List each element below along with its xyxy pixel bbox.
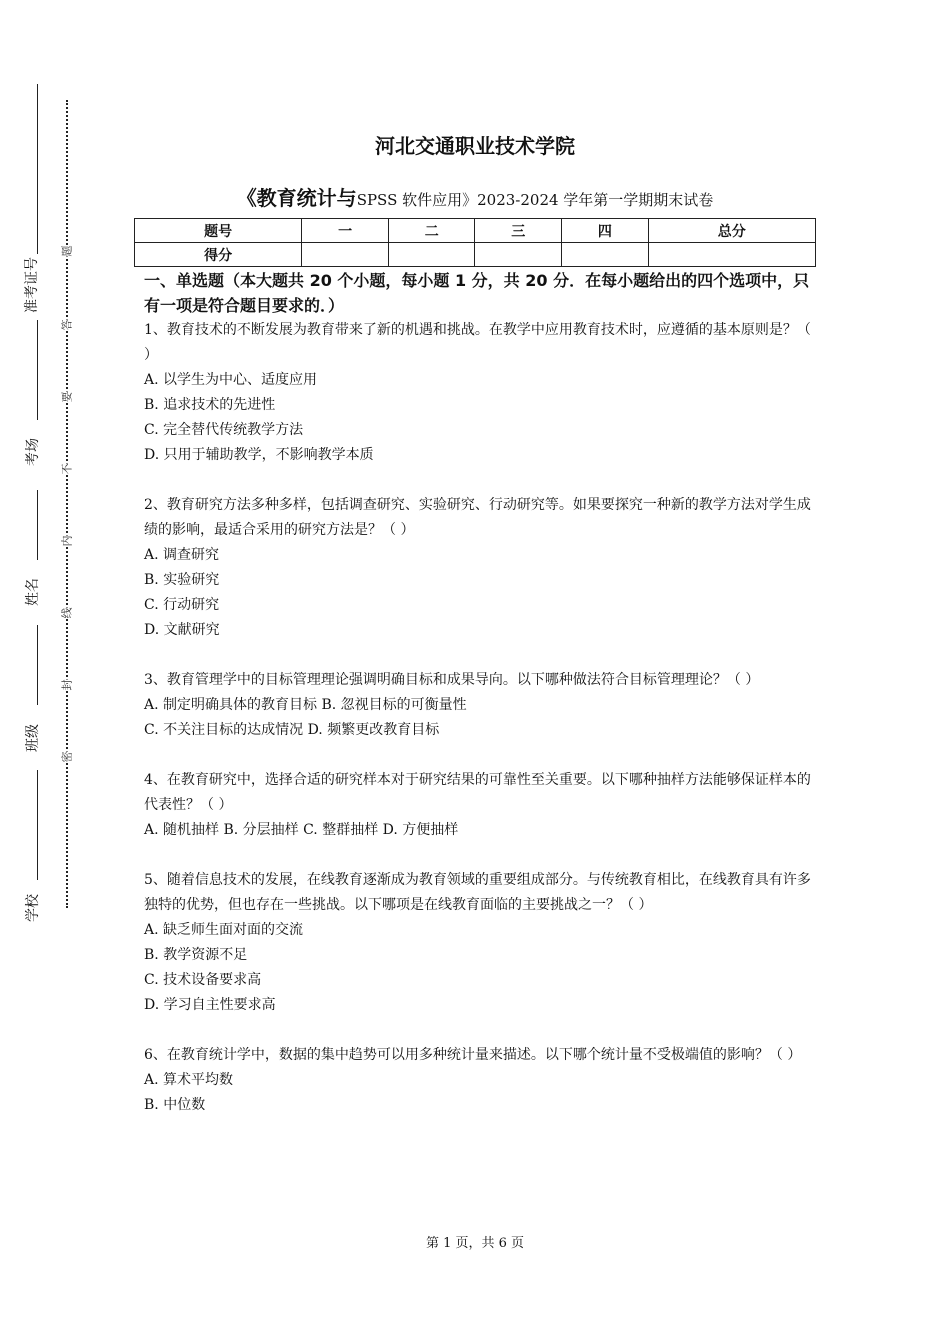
question-option: D. 学习自主性要求高 xyxy=(144,997,276,1013)
score-cell: 一 xyxy=(302,219,389,243)
exam-title xyxy=(0,182,950,211)
question-stem: 4、在教育研究中，选择合适的研究样本对于研究结果的可靠性至关重要。以下哪种抽样方法能够保证样本的代表性？（ ） xyxy=(144,772,811,813)
seal-char: 答 xyxy=(58,320,76,331)
score-cell-empty[interactable] xyxy=(562,243,649,267)
school-line xyxy=(37,770,38,880)
question-stem: 1、教育技术的不断发展为教育带来了新的机遇和挑战。在教学中应用教育技术时，应遵循的基本原则是？（ ） xyxy=(144,322,811,363)
question-option: A. 调查研究 xyxy=(144,547,220,563)
question-2 xyxy=(144,493,814,643)
question-option: C. 完全替代传统教学方法 xyxy=(144,422,304,438)
question-stem: 2、教育研究方法多种多样，包括调查研究、实验研究、行动研究等。如果要探究一种新的教学方法对学生成绩的影响，最适合采用的研究方法是？（ ） xyxy=(144,497,811,538)
binding-label-exam-room: 考场 xyxy=(25,438,41,466)
score-cell-empty[interactable] xyxy=(388,243,475,267)
question-option: D. 只用于辅助教学，不影响教学本质 xyxy=(144,447,374,463)
seal-char: 封 xyxy=(58,680,76,691)
class-line xyxy=(37,625,38,705)
question-option: C. 行动研究 xyxy=(144,597,220,613)
question-option: A. 随机抽样 B. 分层抽样 C. 整群抽样 D. 方便抽样 xyxy=(144,822,459,838)
section-heading: 一、单选题（本大题共 20 个小题，每小题 1 分，共 20 分．在每小题给出的四个选项中，只有一项是符合题目要求的．） xyxy=(144,271,810,315)
question-option: B. 教学资源不足 xyxy=(144,947,248,963)
seal-char: 线 xyxy=(58,608,76,619)
question-option: A. 以学生为中心、适度应用 xyxy=(144,372,318,388)
question-option: C. 技术设备要求高 xyxy=(144,972,262,988)
question-stem: 3、教育管理学中的目标管理理论强调明确目标和成果导向。以下哪种做法符合目标管理理论？（ ） xyxy=(144,672,760,688)
question-option: B. 中位数 xyxy=(144,1097,206,1113)
exam-content xyxy=(144,268,814,1118)
question-option: B. 追求技术的先进性 xyxy=(144,397,276,413)
seal-char: 不 xyxy=(58,464,76,475)
exam-title-prefix: 《教育统计与 xyxy=(236,186,357,210)
score-table-header-row xyxy=(135,219,816,243)
binding-label-class: 班级 xyxy=(25,724,41,752)
name-line xyxy=(37,490,38,560)
school-title: 河北交通职业技术学院 xyxy=(375,134,575,158)
binding-label-school: 学校 xyxy=(25,894,41,922)
question-stem: 6、在教育统计学中，数据的集中趋势可以用多种统计量来描述。以下哪个统计量不受极端值的影响？（ ） xyxy=(144,1047,802,1063)
score-table-score-row xyxy=(135,243,816,267)
score-table xyxy=(134,218,816,267)
page-number: 第 1 页，共 6 页 xyxy=(425,1236,525,1251)
binding-label-admission-number: 准考证号 xyxy=(24,257,40,313)
score-cell: 题号 xyxy=(135,219,302,243)
seal-dotted-line xyxy=(66,100,68,908)
question-option: A. 缺乏师生面对面的交流 xyxy=(144,922,304,938)
question-option: B. 实验研究 xyxy=(144,572,220,588)
binding-label-name: 姓名 xyxy=(25,578,41,606)
seal-char: 题 xyxy=(58,246,76,257)
exam-room-line xyxy=(37,320,38,420)
question-stem: 5、随着信息技术的发展，在线教育逐渐成为教育领域的重要组成部分。与传统教育相比，在线教育具有许多独特的优势，但也存在一些挑战。以下哪项是在线教育面临的主要挑战之一？（ ） xyxy=(144,872,811,913)
score-cell: 得分 xyxy=(135,243,302,267)
question-1 xyxy=(144,318,814,468)
score-cell: 总分 xyxy=(648,219,815,243)
question-option: D. 文献研究 xyxy=(144,622,220,638)
seal-char: 要 xyxy=(58,392,76,403)
exam-title-suffix: SPSS 软件应用》2023-2024 学年第一学期期末试卷 xyxy=(356,191,714,209)
question-6 xyxy=(144,1043,814,1118)
score-cell-empty[interactable] xyxy=(302,243,389,267)
seal-char: 密 xyxy=(58,752,76,763)
question-3 xyxy=(144,668,814,743)
question-option: C. 不关注目标的达成情况 D. 频繁更改教育目标 xyxy=(144,722,440,738)
admission-number-line xyxy=(37,84,38,254)
question-option: A. 制定明确具体的教育目标 B. 忽视目标的可衡量性 xyxy=(144,697,467,713)
score-cell: 四 xyxy=(562,219,649,243)
question-5 xyxy=(144,868,814,1018)
score-cell-empty[interactable] xyxy=(475,243,562,267)
score-cell: 二 xyxy=(388,219,475,243)
seal-char: 内 xyxy=(58,536,76,547)
score-cell: 三 xyxy=(475,219,562,243)
question-4 xyxy=(144,768,814,843)
question-option: A. 算术平均数 xyxy=(144,1072,234,1088)
score-cell-empty[interactable] xyxy=(648,243,815,267)
